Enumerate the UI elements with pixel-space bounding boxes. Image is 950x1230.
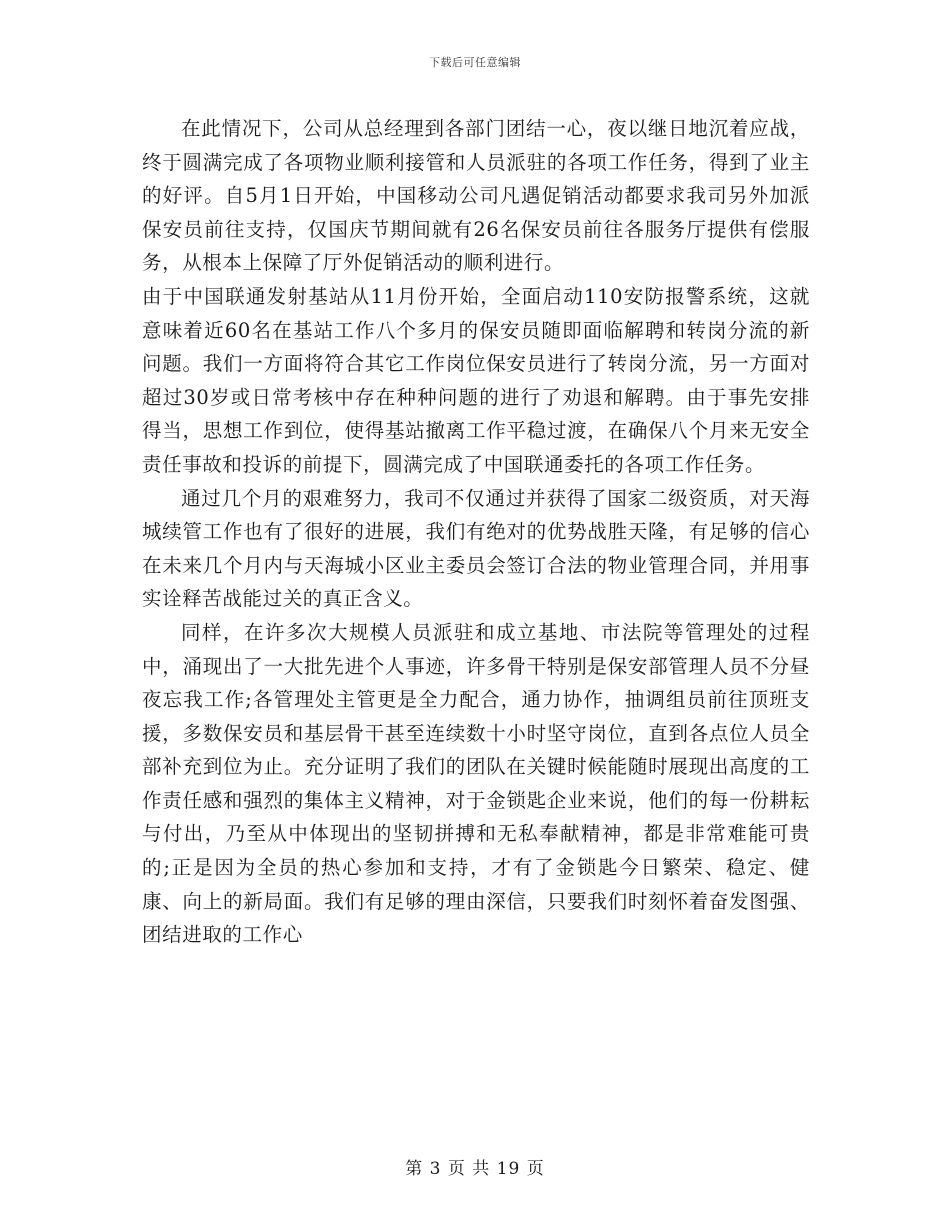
page-header-note: 下载后可任意编辑 xyxy=(429,56,521,69)
paragraph-1: 在此情况下，公司从总经理到各部门团结一心，夜以继日地沉着应战，终于圆满完成了各项物业顺利接管和人员派驻的各项工作任务，得到了业主的好评。自5月1日开始，中国移动公司凡遇促销活动都要求我司另外加派保安员前往支持，仅国庆节期间就有26名保安员前往各服务厅提供有偿服务，从根本上保障了厅外促销活动的顺利进行。 xyxy=(142,117,810,275)
page-number: 第 3 页 共 19 页 xyxy=(405,1159,545,1179)
paragraph-3: 通过几个月的艰难努力，我司不仅通过并获得了国家二级资质，对天海城续管工作也有了很好的进展，我们有绝对的优势战胜天隆，有足够的信心在未来几个月内与天海城小区业主委员会签订合法的物业管理合同，并用事实诠释苦战能过关的真正含义。 xyxy=(142,486,810,611)
paragraph-4: 同样，在许多次大规模人员派驻和成立基地、市法院等管理处的过程中，涌现出了一大批先进个人事迹，许多骨干特别是保安部管理人员不分昼夜忘我工作;各管理处主管更是全力配合，通力协作，抽调组员前往顶班支援，多数保安员和基层骨干甚至连续数十小时坚守岗位，直到各点位人员全部补充到位为止。充分证明了我们的团队在关键时候能随时展现出高度的工作责任感和强烈的集体主义精神，对于金锁匙企业来说，他们的每一份耕耘与付出，乃至从中体现出的坚韧拼搏和无私奉献精神，都是非常难能可贵的;正是因为全员的热心参加和支持，才有了金锁匙今日繁荣、稳定、健康、向上的新局面。我们有足够的理由深信，只要我们时刻怀着奋发图强、团结进取的工作心 xyxy=(142,620,810,947)
document-body xyxy=(142,112,810,952)
paragraph-2: 由于中国联通发射基站从11月份开始，全面启动110安防报警系统，这就意味着近60名在基站工作八个多月的保安员随即面临解聘和转岗分流的新问题。我们一方面将符合其它工作岗位保安员进行了转岗分流，另一方面对超过30岁或日常考核中存在种种问题的进行了劝退和解聘。由于事先安排得当，思想工作到位，使得基站撤离工作平稳过渡，在确保八个月来无安全责任事故和投诉的前提下，圆满完成了中国联通委托的各项工作任务。 xyxy=(142,284,810,476)
